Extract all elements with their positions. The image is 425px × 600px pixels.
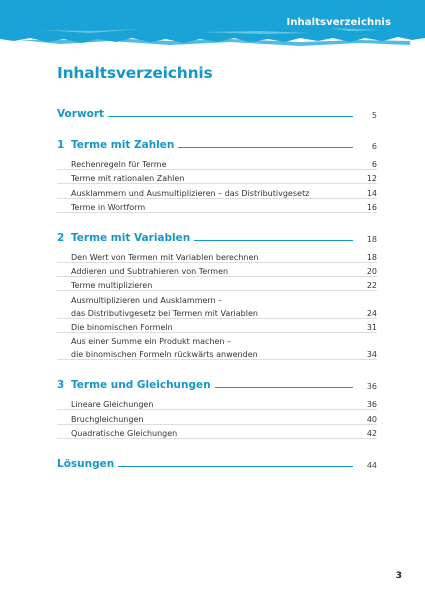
toc-subentry-page: 12 — [366, 174, 377, 184]
toc-subentry[interactable] — [57, 346, 377, 360]
toc-subentry[interactable] — [57, 319, 377, 333]
toc-leader-line — [108, 116, 353, 117]
toc-subentry-label: Terme multiplizieren — [71, 281, 153, 291]
page-title: Inhaltsverzeichnis — [57, 64, 213, 82]
toc-subentry-label: Die binomischen Formeln — [71, 322, 173, 332]
header-banner — [0, 0, 425, 50]
section-label: Terme mit Variablen — [71, 231, 191, 244]
toc-entry-label: Vorwort — [57, 108, 105, 120]
toc-entry-page: 6 — [371, 142, 377, 151]
toc-entry-page: 44 — [366, 460, 377, 470]
toc-entry-label: Lösungen — [57, 457, 115, 470]
toc-entry-page: 5 — [371, 111, 377, 120]
section-label: Terme mit Zahlen — [71, 139, 175, 151]
toc-subentry-page: 36 — [366, 400, 377, 410]
toc-subentry[interactable] — [57, 305, 377, 319]
page-number: 3 — [395, 571, 402, 581]
table-of-contents — [57, 104, 377, 475]
toc-section-1[interactable] — [57, 135, 377, 151]
toc-subentry[interactable] — [57, 425, 377, 439]
section-number: 1 — [57, 139, 65, 151]
section-number: 2 — [57, 231, 65, 244]
toc-subentry-page: 40 — [366, 414, 377, 424]
toc-entry-page: 18 — [366, 234, 377, 244]
toc-subentry[interactable] — [57, 156, 377, 170]
toc-subentry[interactable] — [57, 277, 377, 291]
section-label: Terme und Gleichungen — [71, 379, 211, 392]
toc-subentry-page: 6 — [371, 160, 377, 170]
toc-subentry-page: 22 — [366, 281, 377, 291]
toc-subentry-label: Ausklammern und Ausmultiplizieren – das Distributivgesetz — [71, 188, 310, 198]
toc-subentry-label: Terme mit rationalen Zahlen — [71, 174, 185, 184]
toc-leader-line — [194, 240, 353, 241]
toc-subentry-page: 24 — [366, 308, 377, 318]
toc-subentry[interactable] — [57, 263, 377, 277]
toc-subentry-label: Bruchgleichungen — [71, 414, 144, 424]
toc-entry-loesungen[interactable] — [57, 454, 377, 470]
toc-subentry-label: Rechenregeln für Terme — [71, 160, 167, 170]
toc-subentry-page: 42 — [366, 428, 377, 438]
toc-subentry-label: das Distributivgesetz bei Termen mit Variablen — [71, 308, 258, 318]
toc-subentry[interactable] — [57, 410, 377, 424]
banner-title: Inhaltsverzeichnis — [286, 17, 391, 28]
toc-subentry[interactable] — [57, 184, 377, 198]
toc-leader-line — [178, 147, 353, 148]
toc-subentry-page: 18 — [366, 252, 377, 262]
toc-subentry-line1[interactable] — [57, 291, 377, 304]
toc-subentry-page: 34 — [366, 350, 377, 360]
toc-subentry-label: Terme in Wortform — [71, 202, 146, 212]
toc-leader-line — [118, 466, 353, 467]
toc-subentry-page: 16 — [366, 202, 377, 212]
toc-subentry-label: Ausmultiplizieren und Ausklammern – — [71, 295, 223, 305]
toc-section-2[interactable] — [57, 228, 377, 244]
toc-subentry-label: Aus einer Summe ein Produkt machen – — [71, 337, 232, 347]
toc-leader-line — [215, 387, 353, 388]
toc-subentry-label: Addieren und Subtrahieren von Termen — [71, 267, 229, 277]
toc-subentry-label: Quadratische Gleichungen — [71, 428, 178, 438]
toc-subentry[interactable] — [57, 170, 377, 184]
toc-subentry-page: 20 — [366, 267, 377, 277]
toc-subentry-label: Lineare Gleichungen — [71, 400, 154, 410]
toc-entry-page: 36 — [366, 382, 377, 392]
toc-subentry-page: 14 — [366, 188, 377, 198]
toc-subentry[interactable] — [57, 396, 377, 410]
section-number: 3 — [57, 379, 65, 392]
toc-entry-vorwort[interactable] — [57, 104, 377, 120]
toc-subentry[interactable] — [57, 249, 377, 263]
toc-subentry-label: Den Wert von Termen mit Variablen berechnen — [71, 252, 259, 262]
toc-subentry-page: 31 — [366, 322, 377, 332]
toc-section-3[interactable] — [57, 375, 377, 391]
toc-subentry-label: die binomischen Formeln rückwärts anwenden — [71, 350, 258, 360]
toc-subentry[interactable] — [57, 199, 377, 213]
toc-subentry-line1[interactable] — [57, 333, 377, 346]
